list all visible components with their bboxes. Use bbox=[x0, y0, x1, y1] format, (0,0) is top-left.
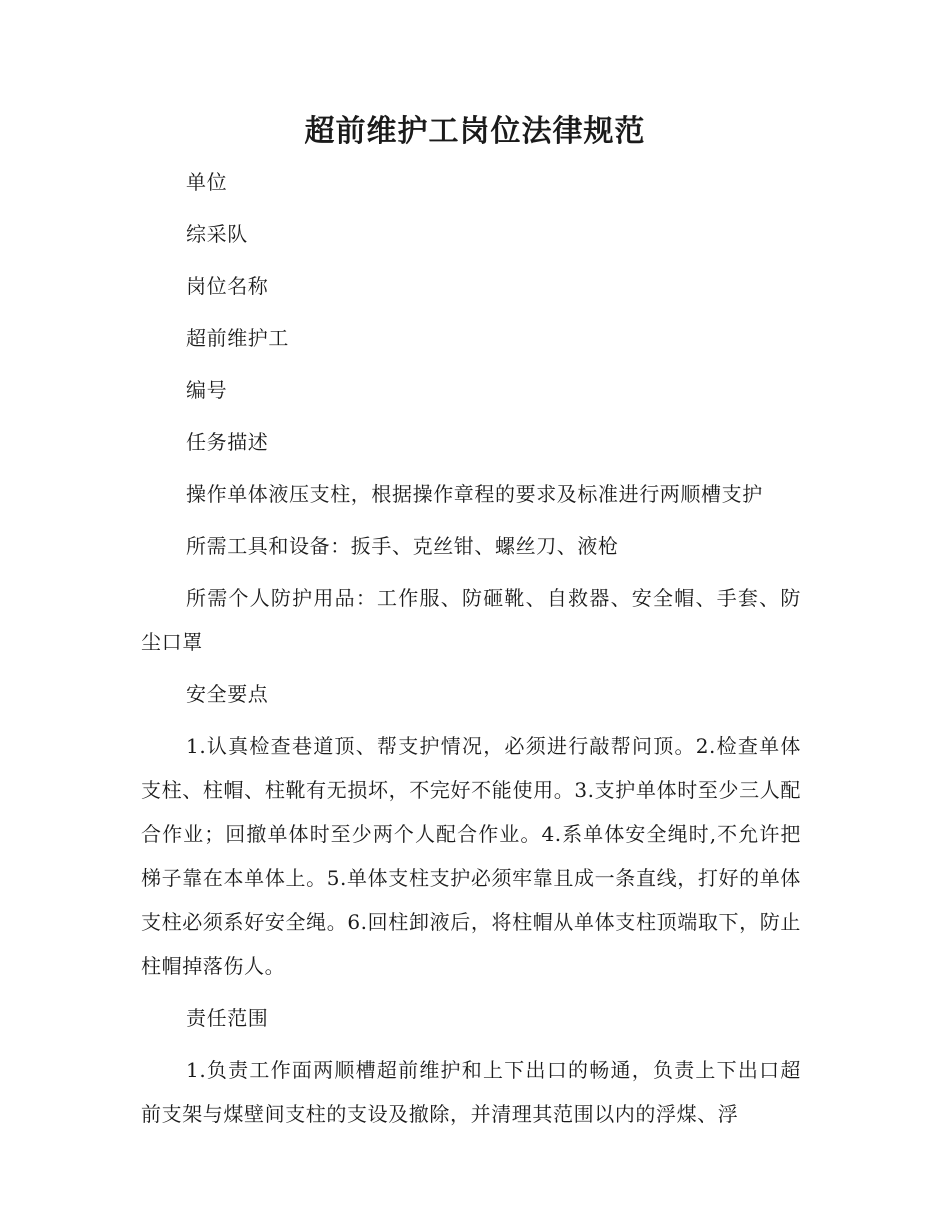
paragraph-safety-heading: 安全要点 bbox=[186, 682, 269, 706]
paragraph-number-label: 编号 bbox=[186, 378, 228, 402]
paragraph-position-value: 超前维护工 bbox=[186, 326, 289, 350]
document-title: 超前维护工岗位法律规范 bbox=[304, 114, 646, 149]
document-body bbox=[141, 160, 801, 1144]
paragraph-task-description: 操作单体液压支柱，根据操作章程的要求及标准进行两顺槽支护 bbox=[186, 482, 763, 506]
paragraph-task-label: 任务描述 bbox=[186, 430, 269, 454]
paragraph-protective-gear: 所需个人防护用品：工作服、防砸靴、自救器、安全帽、手套、防尘口罩 bbox=[141, 586, 801, 654]
paragraph-responsibility-scope: 1.负责工作面两顺槽超前维护和上下出口的畅通，负责上下出口超前支架与煤壁间支柱的支设及撤除，并清理其范围以内的浮煤、浮 bbox=[141, 1058, 801, 1126]
paragraph-safety-points: 1.认真检查巷道顶、帮支护情况，必须进行敲帮问顶。2.检查单体支柱、柱帽、柱靴有无损坏，不完好不能使用。3.支护单体时至少三人配合作业；回撤单体时至少两个人配合作业。4.系单体安全绳时,不允许把梯子靠在本单体上。5.单体支柱支护必须牢靠且成一条直线，打好的单体支柱必须系好安全绳。6.回柱卸液后，将柱帽从单体支柱顶端取下，防止柱帽掉落伤人。 bbox=[141, 734, 801, 978]
paragraph-position-label: 岗位名称 bbox=[186, 274, 269, 298]
paragraph-unit-value: 综采队 bbox=[186, 222, 248, 246]
paragraph-responsibility-heading: 责任范围 bbox=[186, 1006, 269, 1030]
paragraph-unit-label: 单位 bbox=[186, 170, 228, 194]
paragraph-tools: 所需工具和设备：扳手、克丝钳、螺丝刀、液枪 bbox=[186, 534, 619, 558]
